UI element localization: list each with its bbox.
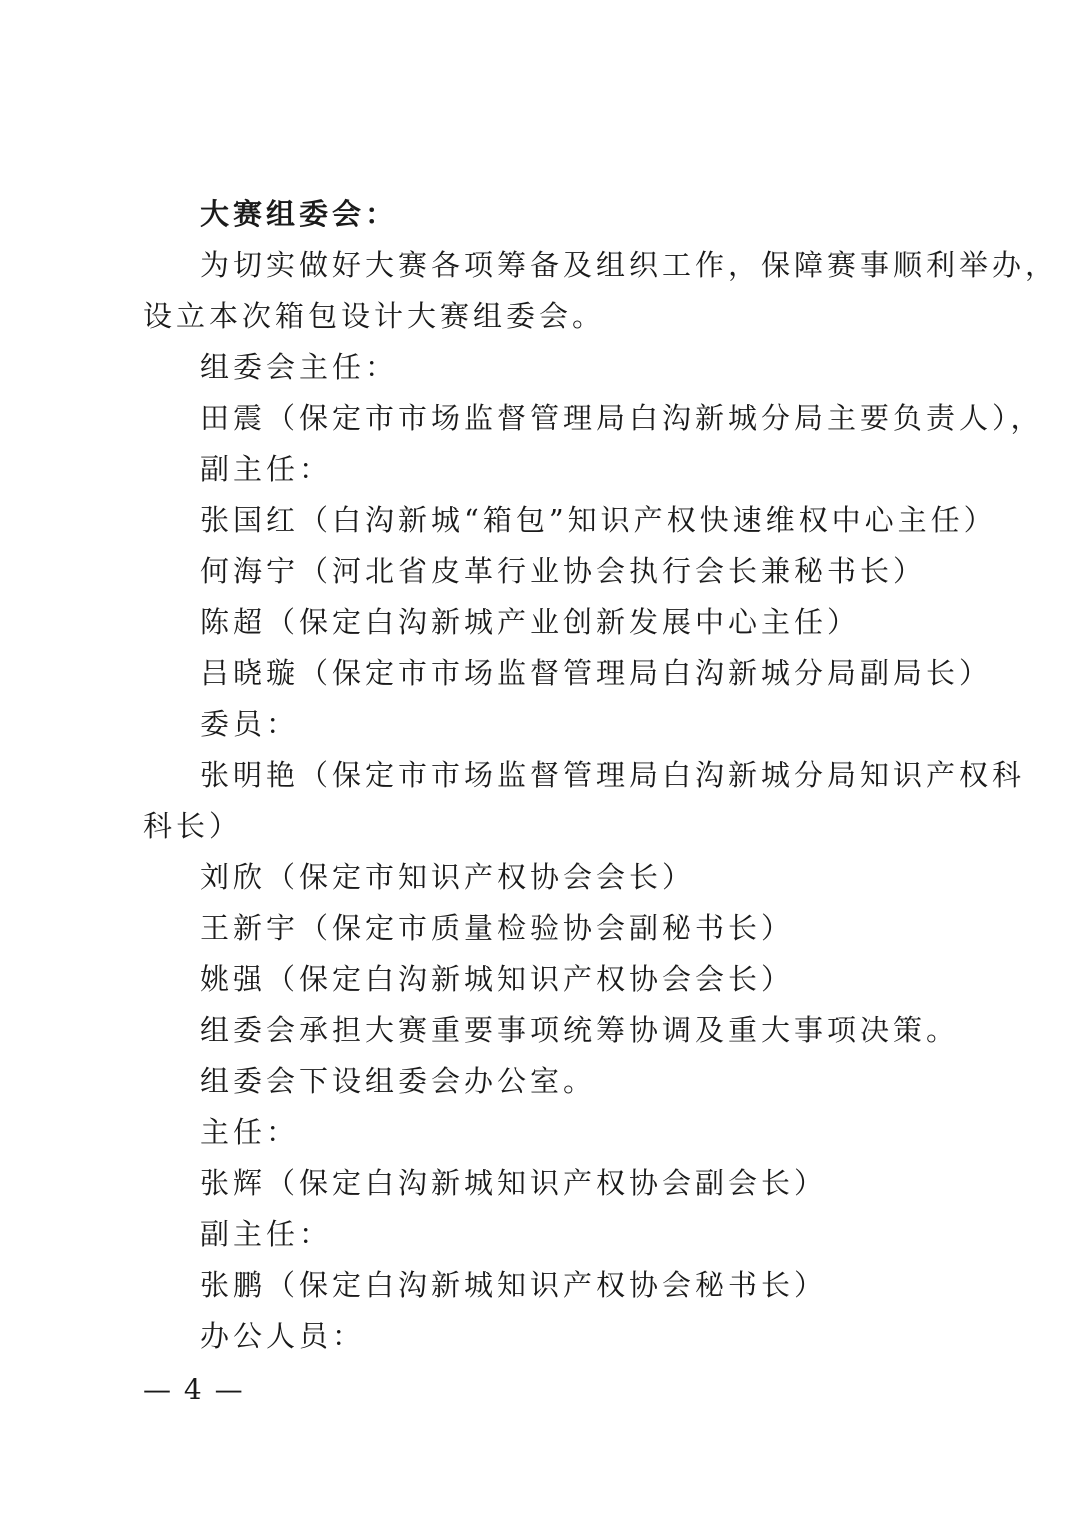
duty-statement: 组委会承担大赛重要事项统筹协调及重大事项决策。 <box>200 1013 960 1047</box>
director-entry: 田震（保定市市场监督管理局白沟新城分局主要负责人）， <box>200 401 1044 435</box>
page-number: — 4 — <box>143 1373 245 1406</box>
member-entry: 姚强（保定白沟新城知识产权协会会长） <box>200 962 795 996</box>
section-title: 大赛组委会： <box>200 197 399 231</box>
member-entry-line-2: 科长） <box>143 809 243 843</box>
deputy-entry: 何海宁（河北省皮革行业协会执行会长兼秘书长） <box>200 554 927 588</box>
staff-heading: 办公人员： <box>200 1319 366 1353</box>
office-director-heading: 主任： <box>200 1115 300 1149</box>
deputy-entry: 吕晓璇（保定市市场监督管理局白沟新城分局副局长） <box>200 656 993 690</box>
intro-line-1: 为切实做好大赛各项筹备及组织工作，保障赛事顺利举办， <box>200 248 1059 282</box>
deputy-heading: 副主任： <box>200 452 333 486</box>
office-deputy-heading: 副主任： <box>200 1217 333 1251</box>
member-entry: 王新宇（保定市质量检验协会副秘书长） <box>200 911 795 945</box>
office-statement: 组委会下设组委会办公室。 <box>200 1064 597 1098</box>
office-director-entry: 张辉（保定白沟新城知识产权协会副会长） <box>200 1166 828 1200</box>
deputy-entry: 陈超（保定白沟新城产业创新发展中心主任） <box>200 605 861 639</box>
member-entry-line-1: 张明艳（保定市市场监督管理局白沟新城分局知识产权科 <box>200 758 1026 792</box>
member-entry: 刘欣（保定市知识产权协会会长） <box>200 860 696 894</box>
office-deputy-entry: 张鹏（保定白沟新城知识产权协会秘书长） <box>200 1268 828 1302</box>
director-heading: 组委会主任： <box>200 350 399 384</box>
members-heading: 委员： <box>200 707 300 741</box>
deputy-entry: 张国红（白沟新城“箱包”知识产权快速维权中心主任） <box>200 503 997 537</box>
intro-line-2: 设立本次箱包设计大赛组委会。 <box>143 299 606 333</box>
